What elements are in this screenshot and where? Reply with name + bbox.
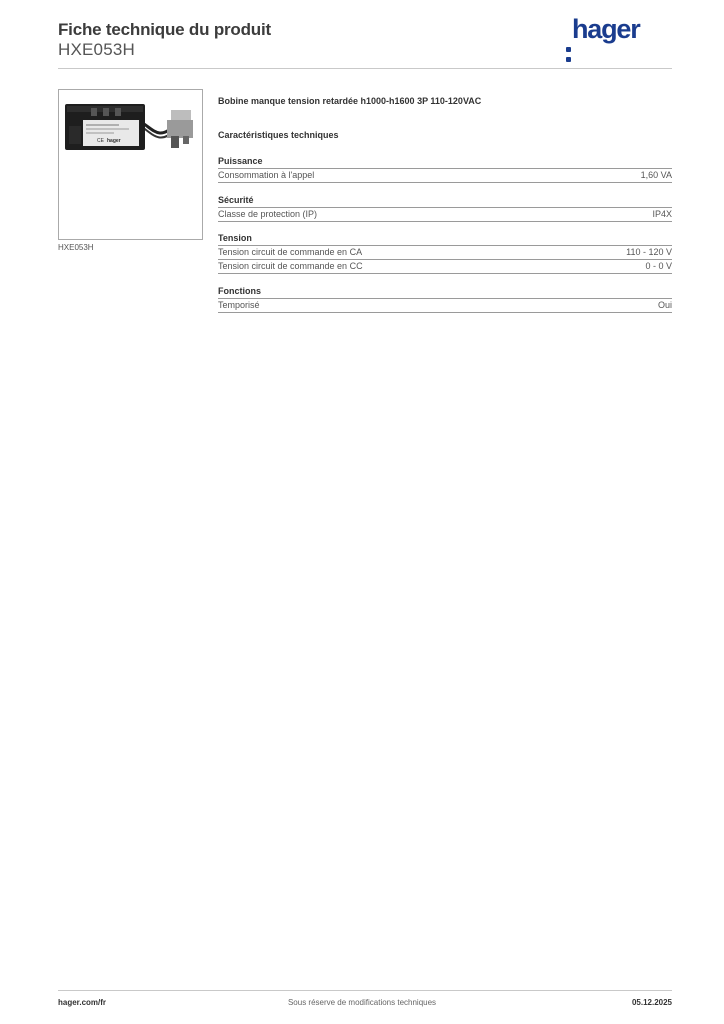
logo-text: hager [572,14,640,44]
spec-value: IP4X [652,209,672,219]
group-title-fonctions: Fonctions [218,286,261,296]
spec-row [218,168,672,183]
spec-value: Oui [657,300,672,310]
footer-website-link[interactable]: hager.com/fr [58,998,107,1007]
product-photo-icon [59,90,202,239]
specs-heading: Caractéristiques techniques [218,130,339,140]
product-image [58,89,203,240]
group-title-securite: Sécurité [218,195,254,205]
spec-value: 1,60 VA [640,170,672,180]
page-title: Fiche technique du produit [58,20,271,39]
spec-label: Tension circuit de commande en CA [218,247,363,257]
group-title-puissance: Puissance [218,156,263,166]
spec-label: Tension circuit de commande en CC [218,261,363,271]
spec-row [218,259,672,274]
spec-label: Temporisé [218,300,260,310]
svg-text:CE: CE [97,138,104,144]
footer-date: 05.12.2025 [631,998,672,1007]
spec-row [218,207,672,222]
spec-label: Classe de protection (IP) [218,209,318,219]
product-reference: HXE053H [58,40,135,59]
image-caption: HXE053H [58,243,94,252]
header-divider [58,68,672,69]
svg-text:hager: hager [107,138,121,144]
spec-row [218,298,672,313]
product-description: Bobine manque tension retardée h1000-h1600 3P 110-120VAC [218,96,482,106]
spec-row [218,245,672,259]
group-title-tension: Tension [218,233,252,243]
spec-label: Consommation à l'appel [218,170,315,180]
footer-divider [58,990,672,991]
spec-value: 110 - 120 V [626,247,672,257]
footer-disclaimer: Sous réserve de modifications techniques [287,998,437,1007]
spec-value: 0 - 0 V [645,261,672,271]
hager-logo[interactable] [566,14,640,45]
